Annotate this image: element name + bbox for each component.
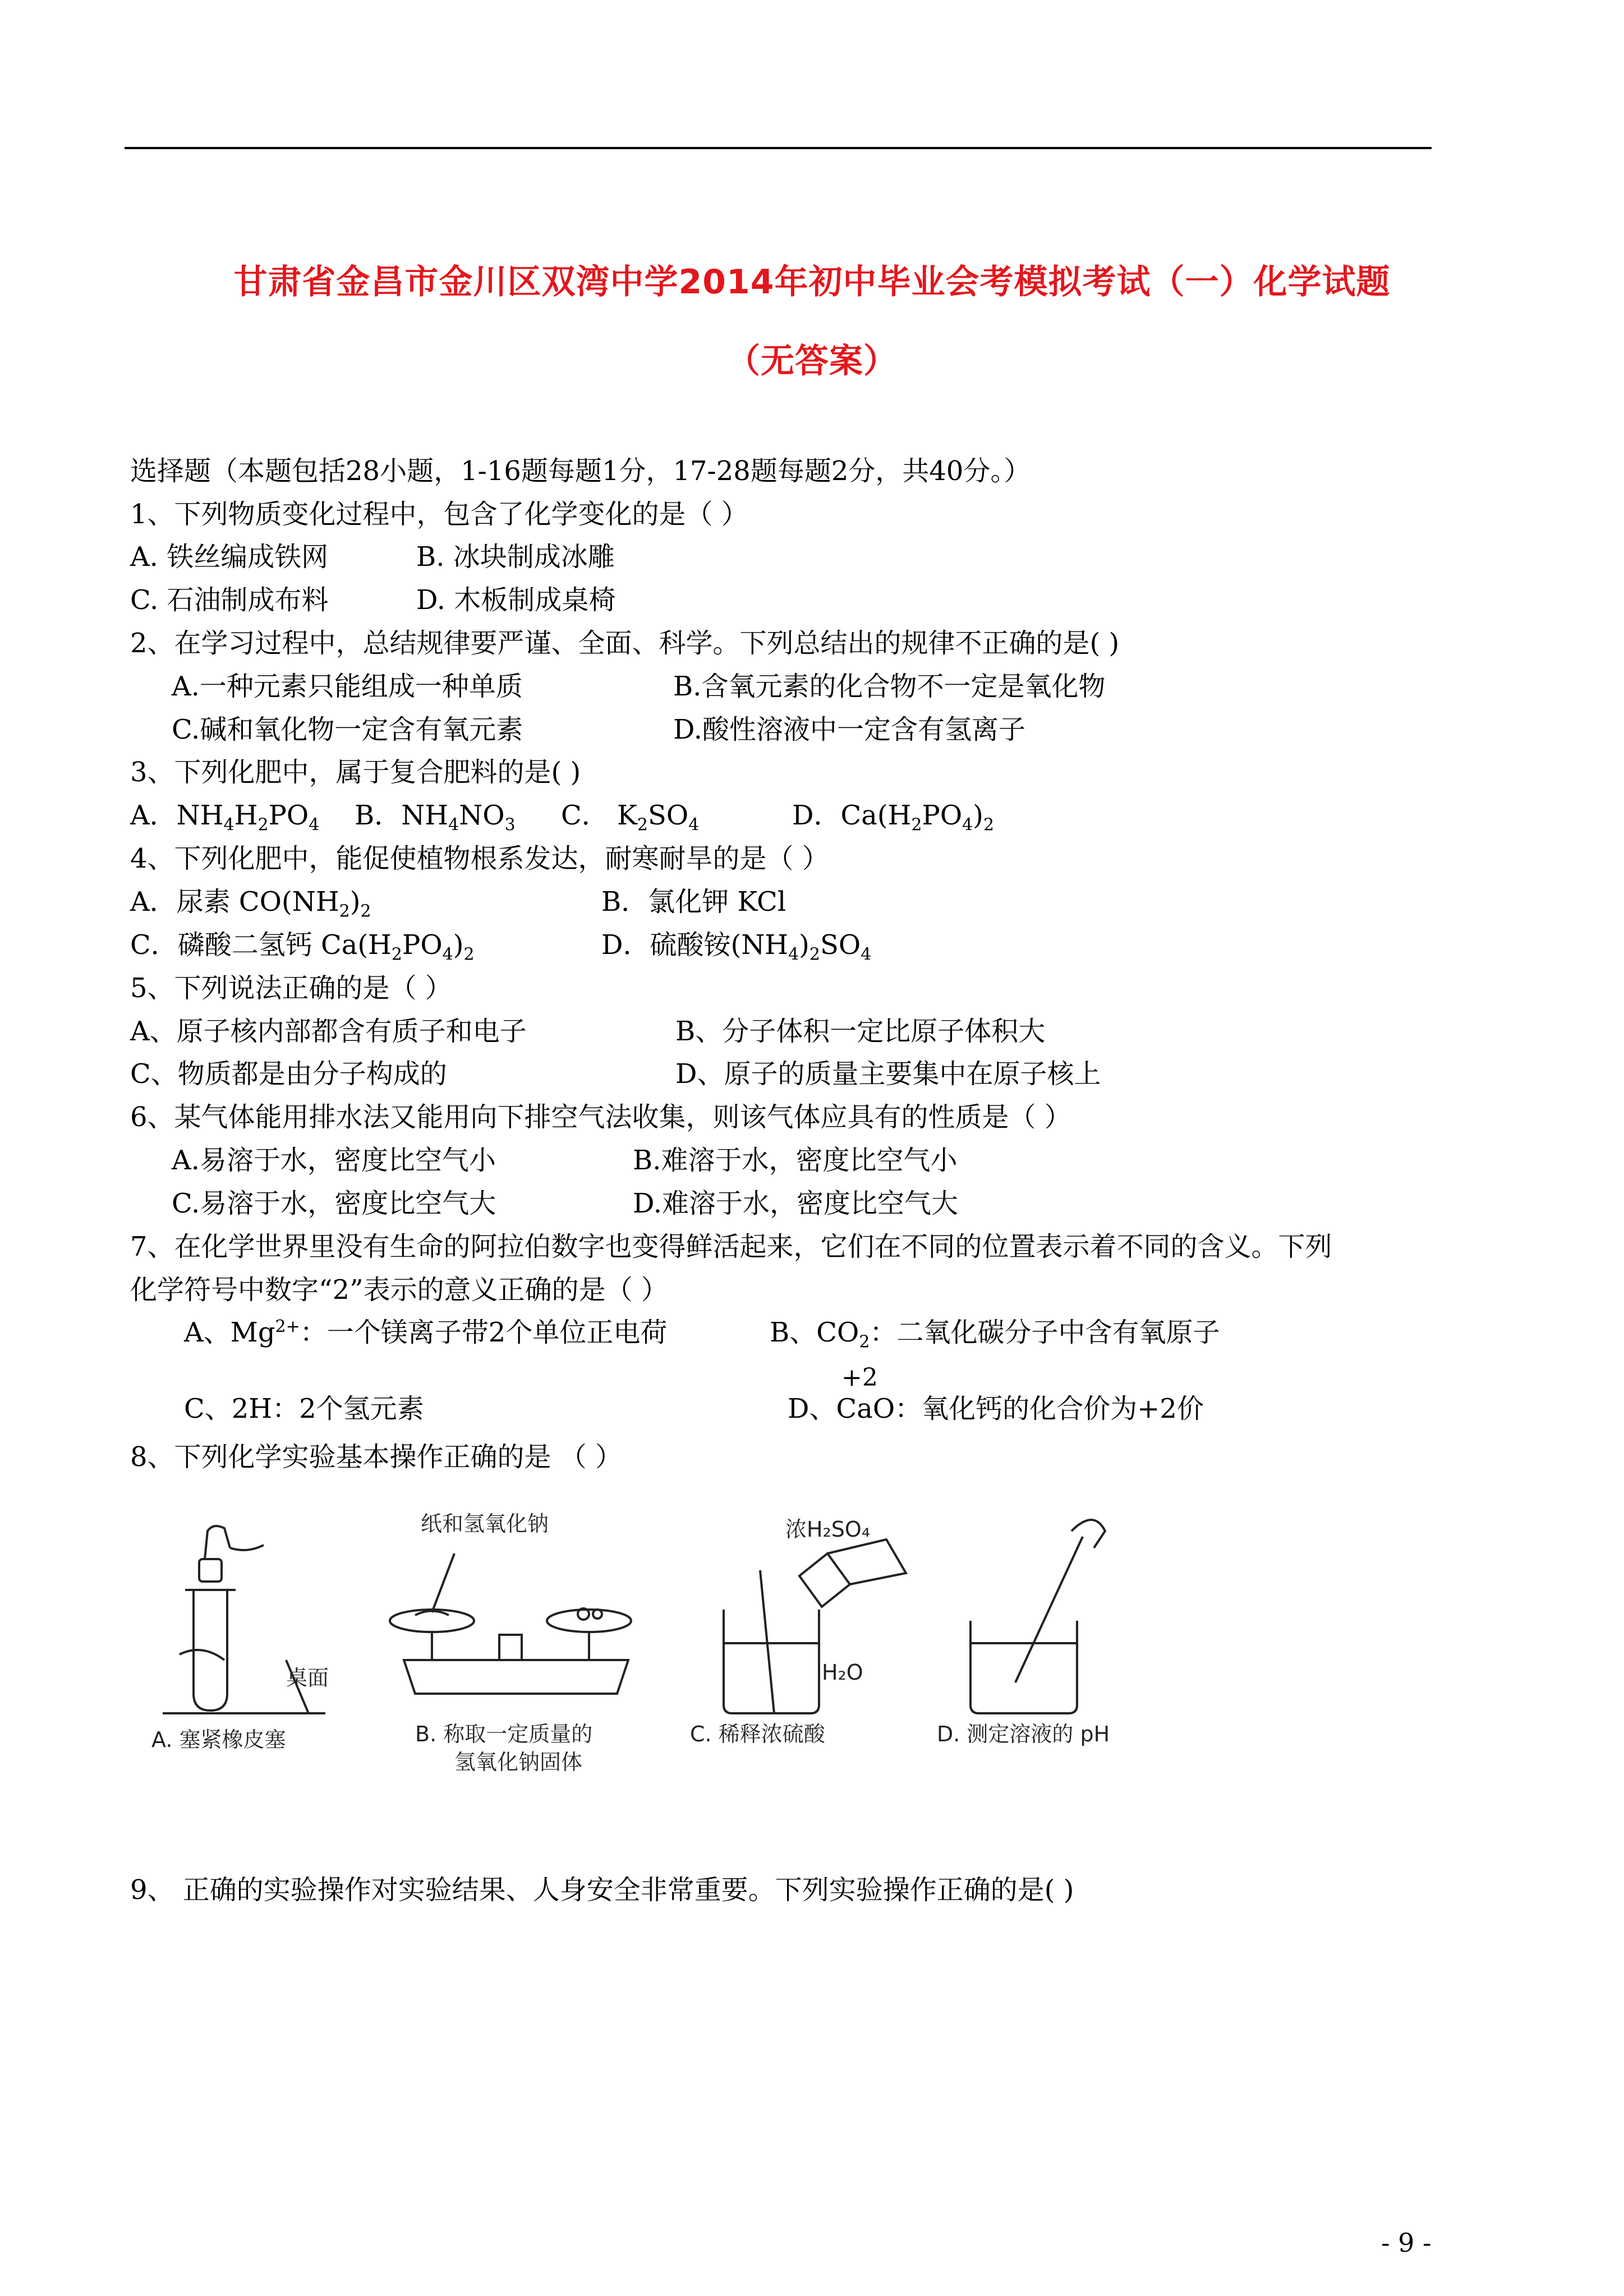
question-7-stem-line2: 化学符号中数字“2”表示的意义正确的是（ ） [130, 1274, 668, 1306]
figure-c-beaker-icon [724, 1539, 906, 1713]
figure-caption-b-line2: 氢氧化钠固体 [454, 1750, 583, 1774]
question-6-option-b: B.难溶于水，密度比空气小 [633, 1145, 958, 1176]
header-rule [125, 147, 1432, 149]
question-7-stem-line1: 7、在化学世界里没有生命的阿拉伯数字也变得鲜活起来，它们在不同的位置表示着不同的含义。下列 [130, 1231, 1332, 1262]
question-6-option-a: A.易溶于水，密度比空气小 [172, 1145, 496, 1176]
question-6-option-d: D.难溶于水，密度比空气大 [633, 1188, 959, 1219]
question-4-option-d: D．硫酸铵$(NH_4)_2SO_4$ [601, 929, 872, 965]
question-4-option-b: B．氯化钾 KCl [601, 886, 786, 918]
figure-caption-d: D. 测定溶液的 pH [937, 1722, 1110, 1746]
section-intro: 选择题（本题包括28小题，1-16题每题1分，17-28题每题2分，共40分。） [130, 455, 1031, 487]
figure-label-paper-naoh: 纸和氢氧化钠 [421, 1511, 549, 1536]
question-2-option-c: C.碱和氧化物一定含有氧元素 [172, 714, 523, 745]
question-2-option-a: A.一种元素只能组成一种单质 [172, 671, 523, 702]
question-2-option-d: D.酸性溶液中一定含有氢离子 [673, 714, 1026, 745]
question-3-option-c: C． $K_2SO_4$ [561, 800, 700, 835]
figure-label-water: H₂O [822, 1660, 863, 1685]
question-2-option-b: B.含氧元素的化合物不一定是氧化物 [673, 671, 1106, 702]
question-3-stem: 3、下列化肥中，属于复合肥料的是( ) [130, 757, 581, 788]
question-7-option-d: D、CaO：氧化钙的化合价为+2价 [788, 1393, 1204, 1424]
question-3-option-d: D．$Ca(H_2PO_4)_2$ [792, 800, 995, 835]
question-7-option-c: C、2H：2个氢元素 [184, 1393, 424, 1424]
figure-d-ph-test-icon [970, 1520, 1105, 1713]
question-5-option-b: B、分子体积一定比原子体积大 [675, 1016, 1046, 1047]
question-4-option-c: C．磷酸二氢钙 $Ca(H_2PO_4)_2$ [130, 929, 475, 965]
question-6-stem: 6、某气体能用排水法又能用向下排空气法收集，则该气体应具有的性质是（ ） [130, 1101, 1071, 1133]
question-1-option-a: A. 铁丝编成铁网 [130, 541, 329, 573]
question-7-option-a: A、$Mg^{2+}$：一个镁离子带2个单位正电荷 [184, 1317, 668, 1348]
figure-label-conc-h2so4: 浓H₂SO₄ [785, 1517, 871, 1542]
question-1-option-b: B. 冰块制成冰雕 [416, 541, 615, 573]
question-5-option-d: D、原子的质量主要集中在原子核上 [675, 1058, 1101, 1090]
question-1-option-c: C. 石油制成布料 [130, 584, 329, 616]
figure-caption-b-line1: B. 称取一定质量的 [415, 1722, 593, 1746]
question-6-option-c: C.易溶于水，密度比空气大 [172, 1188, 496, 1219]
question-1-option-d: D. 木板制成桌椅 [416, 584, 616, 616]
question-8-figure [140, 1492, 1184, 1774]
figure-label-desk: 桌面 [286, 1666, 329, 1690]
question-1-stem: 1、下列物质变化过程中，包含了化学变化的是（ ） [130, 499, 748, 530]
figure-caption-a: A. 塞紧橡皮塞 [151, 1727, 286, 1752]
question-7-oxidation-mark: +2 [841, 1363, 878, 1392]
question-4-option-a: A．尿素 $CO(NH_2)_2$ [130, 886, 371, 921]
question-5-stem: 5、下列说法正确的是（ ） [130, 972, 452, 1004]
question-5-option-c: C、物质都是由分子构成的 [130, 1058, 447, 1090]
question-9-stem: 9、 正确的实验操作对实验结果、人身安全非常重要。下列实验操作正确的是( ) [130, 1874, 1074, 1906]
question-3-option-a: A．$NH_4H_2PO_4$ [130, 800, 320, 835]
figure-b-balance-icon [390, 1553, 631, 1694]
figure-caption-c: C. 稀释浓硫酸 [690, 1722, 825, 1746]
document-title: 甘肃省金昌市金川区双湾中学2014年初中毕业会考模拟考试（一）化学试题 [233, 262, 1391, 302]
question-3-option-b: B．$NH_4NO_3$ [355, 800, 516, 835]
page-number: - 9 - [1381, 2228, 1432, 2258]
question-7-option-b: B、$CO_2$：二氧化碳分子中含有氧原子 [770, 1317, 1220, 1352]
question-5-option-a: A、原子核内部都含有质子和电子 [130, 1016, 527, 1047]
question-2-stem: 2、在学习过程中，总结规律要严谨、全面、科学。下列总结出的规律不正确的是( ) [130, 628, 1120, 659]
question-8-stem: 8、下列化学实验基本操作正确的是 （ ） [130, 1441, 623, 1473]
question-4-stem: 4、下列化肥中，能促使植物根系发达，耐寒耐旱的是（ ） [130, 843, 829, 874]
document-subtitle: （无答案） [726, 342, 898, 381]
